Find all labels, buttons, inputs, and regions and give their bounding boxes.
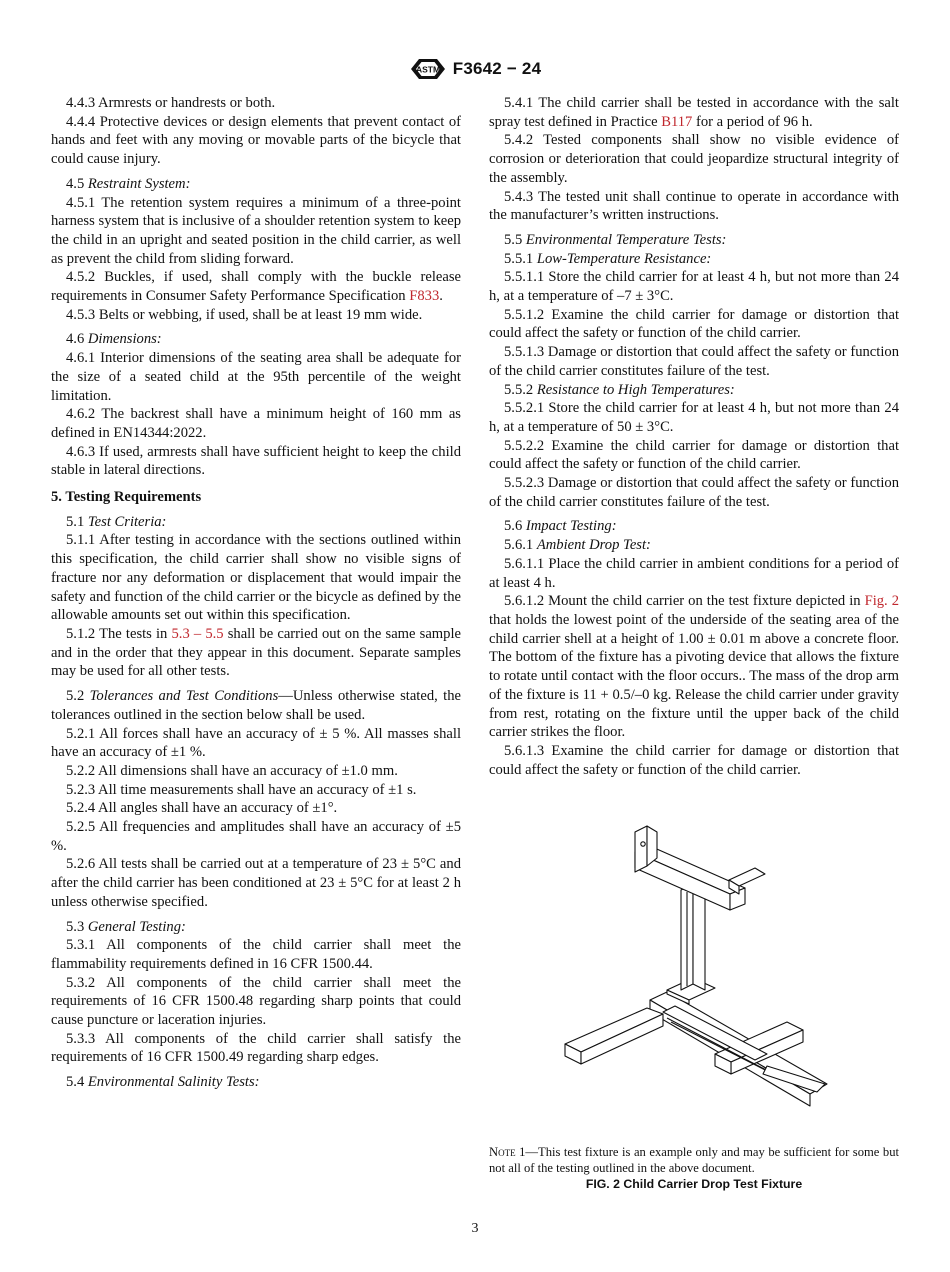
clause-4-6-2: 4.6.2 The backrest shall have a minimum height of 160 mm as defined in EN14344:2022. xyxy=(51,406,461,441)
section-5-5-heading: 5.5 Environmental Temperature Tests: xyxy=(504,231,727,248)
clause-5-2-1: 5.2.1 All forces shall have an accuracy of ± 5 %. All masses shall have an accuracy of ±1 %. xyxy=(51,725,461,761)
section-5-3-heading: 5.3 General Testing: xyxy=(66,918,186,935)
clause-5-4-1: 5.4.1 The child carrier shall be tested in accordance with the salt spray test defined in Practice B117 for a period of 96 h. xyxy=(489,95,899,130)
fixture-drop-arm xyxy=(663,1006,767,1060)
clause-5-6-1-3: 5.6.1.3 Examine the child carrier for damage or distortion that could affect the safety or function of the child carrier. xyxy=(489,742,899,778)
clause-4-4-4: 4.4.4 Protective devices or design elements that prevent contact of hands and feet with any moving or movable parts of the bicycle that could cause injury. xyxy=(51,113,461,168)
clause-5-5-1-1: 5.5.1.1 Store the child carrier for at least 4 h, but not more than 24 h, at a temperature of –7 ± 3°C. xyxy=(489,269,899,305)
clause-5-5-2-2: 5.5.2.2 Examine the child carrier for damage or distortion that could affect the safety or function of the child carrier. xyxy=(489,437,899,473)
section-5-2: 5.2 Tolerances and Test Conditions—Unless otherwise stated, the tolerances outlined in the section below shall be used. xyxy=(51,688,462,723)
clause-5-5-2-3: 5.5.2.3 Damage or distortion that could affect the safety or function of the child carrier constitutes failure of the test. xyxy=(489,475,899,510)
section-5-5-2-heading: 5.5.2 Resistance to High Temperatures: xyxy=(504,381,735,398)
clause-4-6-3: 4.6.3 If used, armrests shall have sufficient height to keep the child stable in lateral directions. xyxy=(51,443,461,479)
astm-logo-icon xyxy=(409,57,447,81)
clause-5-6-1-1: 5.6.1.1 Place the child carrier in ambient conditions for a period of at least 4 h. xyxy=(489,555,899,591)
clause-5-5-2-1: 5.5.2.1 Store the child carrier for at least 4 h, but not more than 24 h, at a temperature of 50 ± 3°C. xyxy=(489,400,899,435)
section-5-6-heading: 5.6 Impact Testing: xyxy=(504,518,617,535)
clause-4-6-1: 4.6.1 Interior dimensions of the seating area shall be adequate for the size of a seated child at the 95th percentile of the weight limitation. xyxy=(51,350,461,404)
section-5-5-1-heading: 5.5.1 Low-Temperature Resistance: xyxy=(504,250,712,267)
clause-5-6-1-2: 5.6.1.2 Mount the child carrier on the test fixture depicted in Fig. 2 that holds the lowest point of the underside of the seating area of the child carrier shell at a height of 1.00 ± 0.01 m above a concrete floor. The bottom of the fixture has a pivoting device that allows the fixture to rotate until contact with the floor occurs.. The mass of the drop arm of the fixture is 11 + 0.5/–0 kg. Release the child carrier under gravity from rest, rotating on the fixture until the upper back of the child carrier strikes the floor. xyxy=(489,593,899,741)
drop-test-fixture-figure xyxy=(555,822,847,1140)
link-b117[interactable]: B117 xyxy=(661,113,693,130)
clause-5-4-3: 5.4.3 The tested unit shall continue to operate in accordance with the manufacturer’s written instructions. xyxy=(489,188,899,224)
clause-4-4-3: 4.4.3 Armrests or handrests or both. xyxy=(66,95,276,111)
figure-caption: FIG. 2 Child Carrier Drop Test Fixture xyxy=(585,1177,803,1191)
standard-designation: F3642 − 24 xyxy=(452,59,542,78)
clause-4-5-3: 4.5.3 Belts or webbing, if used, shall be at least 19 mm wide. xyxy=(66,306,423,323)
clause-5-3-2: 5.3.2 All components of the child carrier shall meet the requirements of 16 CFR 1500.48 regarding sharp points that could cause puncture or laceration injuries. xyxy=(51,974,461,1029)
figure-note xyxy=(489,1145,899,1176)
section-5-6-1-heading: 5.6.1 Ambient Drop Test: xyxy=(504,537,651,554)
page-number: 3 xyxy=(471,1221,479,1236)
page-header xyxy=(0,56,950,82)
left-column xyxy=(51,94,461,1092)
link-f833[interactable]: F833 xyxy=(409,288,440,305)
section-5-heading: 5. Testing Requirements xyxy=(51,489,202,506)
clause-5-3-1: 5.3.1 All components of the child carrier shall meet the flammability requirements defined in 16 CFR 1500.44. xyxy=(51,937,461,972)
clause-5-4-2: 5.4.2 Tested components shall show no visible evidence of corrosion or deterioration that could jeopardize structural integrity of the assembly. xyxy=(489,132,899,186)
clause-4-5-1: 4.5.1 The retention system requires a minimum of a three-point harness system that is inclusive of a shoulder retention system to keep the child in an upright and seated position in the child carrier, as well as prevent the child from sliding forward. xyxy=(51,194,461,267)
section-4-5-heading: 4.5 Restraint System: xyxy=(66,175,191,192)
clause-5-5-1-2: 5.5.1.2 Examine the child carrier for damage or distortion that could affect the safety or function of the child carrier. xyxy=(489,306,899,342)
clause-5-2-3: 5.2.3 All time measurements shall have an accuracy of ±1 s. xyxy=(66,781,417,798)
clause-5-1-1: 5.1.1 After testing in accordance with the sections outlined within this specification, the child carrier shall show no visible signs of fracture nor any deformation or displacement that would impair the safety and function of the child carrier or the bicycle as defined by the allowable amounts set out within this specification. xyxy=(51,532,461,624)
section-5-4-heading: 5.4 Environmental Salinity Tests: xyxy=(66,1074,260,1091)
note-text: —This test fixture is an example only and may be sufficient for some but not all of the testing outlined in the above document. xyxy=(489,1145,900,1175)
clause-5-2-5: 5.2.5 All frequencies and amplitudes shall have an accuracy of ±5 %. xyxy=(51,819,461,854)
clause-4-5-2: 4.5.2 Buckles, if used, shall comply with the buckle release requirements in Consumer Safety Performance Specification F833. xyxy=(51,269,461,305)
clause-5-2-2: 5.2.2 All dimensions shall have an accuracy of ±1.0 mm. xyxy=(66,762,398,779)
clause-5-2-4: 5.2.4 All angles shall have an accuracy of ±1°. xyxy=(66,800,338,817)
right-column xyxy=(489,94,899,779)
note-label: Note 1 xyxy=(489,1145,526,1159)
section-4-6-heading: 4.6 Dimensions: xyxy=(66,331,162,348)
section-5-1-heading: 5.1 Test Criteria: xyxy=(66,513,167,530)
clause-5-3-3: 5.3.3 All components of the child carrier shall satisfy the requirements of 16 CFR 1500.49 regarding sharp edges. xyxy=(51,1030,461,1066)
clause-5-1-2: 5.1.2 The tests in 5.3 – 5.5 shall be carried out on the same sample and in the order that they appear in this document. Separate samples may be used for all other tests. xyxy=(51,625,461,680)
clause-5-5-1-3: 5.5.1.3 Damage or distortion that could affect the safety or function of the child carrier constitutes failure of the test. xyxy=(489,344,899,379)
link-fig-2[interactable]: Fig. 2 xyxy=(864,593,899,610)
svg-text:ASTM: ASTM xyxy=(415,64,440,75)
clause-5-2-6: 5.2.6 All tests shall be carried out at a temperature of 23 ± 5°C and after the child carrier has been conditioned at 23 ± 5°C for at least 2 h unless otherwise specified. xyxy=(51,856,461,910)
link-5-3-to-5-5[interactable]: 5.3 – 5.5 xyxy=(171,625,224,642)
